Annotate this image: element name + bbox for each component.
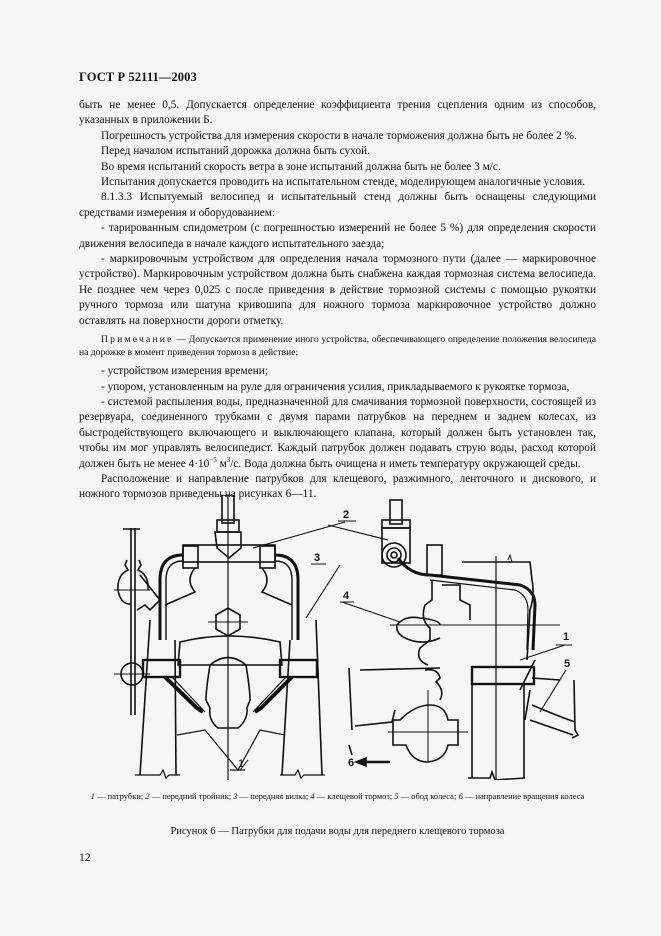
callout-5: 5 [564, 658, 571, 670]
legend-item: 2 — передний тройник; [145, 791, 234, 801]
body-text [79, 98, 596, 503]
page-number: 12 [79, 852, 91, 864]
list-item-stop: - упором, установленным на руле для ограничения усилия, прикладываемого к рукоятке тормоза, [101, 380, 570, 393]
list-item-water-system [79, 395, 596, 472]
brake-nozzle-diagram [100, 495, 600, 780]
legend-item: 3 — передняя вилка; [233, 791, 311, 801]
legend-item: 6 — направление вращения колеса [458, 791, 585, 801]
figure-caption: Рисунок 6 — Патрубки для подачи воды для переднего клещевого тормоза [170, 826, 505, 837]
exponent: −5 [209, 455, 217, 464]
legend-item: 5 — обод колеса; [394, 791, 459, 801]
callout-4: 4 [343, 590, 350, 602]
list-item-timer: - устройством измерения времени; [101, 365, 268, 378]
legend-item: 1 — патрубки; [90, 791, 146, 801]
legend-item: 4 — клещевой тормоз; [310, 791, 395, 801]
paragraph: Перед началом испытаний дорожка должна быть сухой. [101, 145, 370, 158]
list-item-marking-device: - маркировочным устройством для определения начала тормозного пути (далее — маркировочное устройство). Маркировочным устройством должна быть снабжена каждая тормозная система велосипеда. Не позднее чем через 0,025 с после приведения в действие тормозной системы с помощью рукоятки ручного тормоза или шатуна кривошипа для ножного тормоза маркировочное устройство должно оставлять на поверхности дороги отметку. [79, 253, 596, 327]
paragraph: Погрешность устройства для измерения скорости в начале торможения должна быть не более 2 %. [101, 129, 577, 142]
callout-2: 2 [343, 509, 350, 521]
callout-1-left: 1 [238, 758, 245, 770]
document-header: ГОСТ Р 52111—2003 [79, 70, 197, 84]
paragraph: Расположение и направление патрубков для клещевого, разжимного, ленточного и дискового, и ножного тормозов приведены на рисунках 6—11. [79, 472, 596, 501]
exponent: 3 [226, 455, 231, 464]
text-run: - системой распыления воды, предназначенной для смачивания тормозной поверхности, состоящей из резервуара, соединенного трубками с двумя парами патрубков на переднем и заднем колесах, из быстродействующего включающего и выключающего клапана, который должен быть установлен так, чтобы им мог управлять велосипедист. Каждый патрубок должен подавать струю воды, расход которой должен быть не менее 4·10 [79, 395, 596, 470]
paragraph: быть не менее 0,5. Допускается определение коэффициента трения сцепления одним из способов, указанных в приложении Б. [79, 99, 596, 127]
text-run: /с. Вода должна быть очищена и иметь температуру окружающей среды. [230, 457, 581, 470]
callout-1-right: 1 [563, 631, 570, 643]
text-run: м [216, 457, 227, 470]
figure-legend [79, 790, 596, 802]
figure-6-drawing [100, 495, 600, 780]
paragraph: Во время испытаний скорость ветра в зоне испытаний должна быть не более 3 м/с. [101, 160, 501, 173]
note-label: Примечание [101, 334, 174, 346]
callout-6: 6 [348, 757, 355, 769]
section-8-1-3-3: 8.1.3.3 Испытуемый велосипед и испытательный стенд должны быть оснащены следующими средствами измерения и оборудованием: [79, 191, 596, 219]
note-text: — Допускается применение иного устройства, обеспечивающего определение положения велосипеда на дорожке в момент приведения тормоза в действие; [79, 334, 596, 359]
paragraph: Испытания допускается проводить на испытательном стенде, моделирующем аналогичные условия. [101, 176, 586, 189]
callout-3: 3 [314, 552, 321, 564]
note [79, 333, 596, 359]
list-item-speedometer: - тарированным спидометром (с погрешностью измерений не более 5 %) для определения скорости движения велосипеда в начале каждого испытательного заезда; [79, 222, 596, 250]
